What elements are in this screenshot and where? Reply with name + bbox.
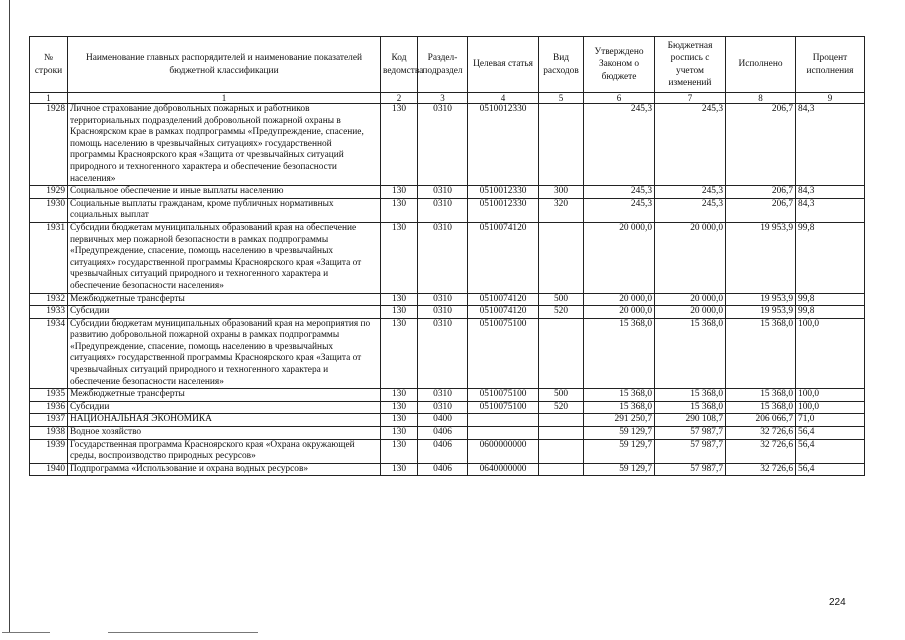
column-number: 8 xyxy=(726,93,796,104)
row-section: 0400 xyxy=(418,414,468,427)
row-name: Социальные выплаты гражданам, кроме публичных нормативных социальных выплат xyxy=(68,198,381,222)
row-executed: 15 368,0 xyxy=(726,389,796,402)
row-percent: 100,0 xyxy=(796,318,865,389)
row-budget-list: 15 368,0 xyxy=(655,318,726,389)
row-budget-list: 57 987,7 xyxy=(655,463,726,476)
row-name: Межбюджетные трансферты xyxy=(68,389,381,402)
row-section: 0310 xyxy=(418,306,468,319)
row-approved: 20 000,0 xyxy=(584,306,655,319)
row-department-code: 130 xyxy=(381,439,418,463)
column-number: 1 xyxy=(30,93,68,104)
row-expense-type: 520 xyxy=(539,306,584,319)
row-budget-list: 20 000,0 xyxy=(655,293,726,306)
row-section: 0406 xyxy=(418,463,468,476)
table-body xyxy=(30,104,865,476)
row-name: Социальное обеспечение и иные выплаты населению xyxy=(68,186,381,199)
row-name: Субсидии бюджетам муниципальных образований края на обеспечение первичных мер пожарной безопасности в рамках подпрограммы «Предупреждение, спасение, помощь населению в чрезвычайных ситуациях» государственной программы Красноярского края «Защита от чрезвычайных ситуаций природного и техногенного характера и обеспечение безопасности населения» xyxy=(68,222,381,293)
row-name: Личное страхование добровольных пожарных и работников территориальных подразделений добровольной пожарной охраны в Красноярском крае в рамках подпрограммы «Предупреждение, спасение, помощь населению в чрезвычайных ситуациях» государственной программы Красноярского края «Защита от чрезвычайных ситуаций природного и техногенного характера и обеспечение безопасности населения» xyxy=(68,104,381,186)
header-row xyxy=(30,37,865,93)
row-department-code: 130 xyxy=(381,389,418,402)
header-budget-list: Бюджетная роспись с учетом изменений xyxy=(655,37,726,93)
scan-artifact-line xyxy=(2,632,50,633)
row-percent: 100,0 xyxy=(796,401,865,414)
row-department-code: 130 xyxy=(381,198,418,222)
row-percent: 100,0 xyxy=(796,389,865,402)
row-executed: 19 953,9 xyxy=(726,222,796,293)
row-name: НАЦИОНАЛЬНАЯ ЭКОНОМИКА xyxy=(68,414,381,427)
table-row xyxy=(30,463,865,476)
column-number: 9 xyxy=(796,93,865,104)
row-target-article: 0510012330 xyxy=(468,198,539,222)
row-name: Государственная программа Красноярского края «Охрана окружающей среды, воспроизводство природных ресурсов» xyxy=(68,439,381,463)
row-department-code: 130 xyxy=(381,293,418,306)
row-section: 0310 xyxy=(418,186,468,199)
scan-artifact-line xyxy=(108,632,258,633)
row-executed: 206,7 xyxy=(726,104,796,186)
row-expense-type xyxy=(539,439,584,463)
row-department-code: 130 xyxy=(381,414,418,427)
budget-table xyxy=(29,36,865,476)
row-name: Субсидии xyxy=(68,306,381,319)
row-percent: 99,8 xyxy=(796,222,865,293)
header-section: Раздел-подраздел xyxy=(418,37,468,93)
column-number: 2 xyxy=(381,93,418,104)
row-number: 1938 xyxy=(30,427,68,440)
row-name: Субсидии бюджетам муниципальных образований края на мероприятия по развитию добровольной пожарной охраны в рамках подпрограммы «Предупреждение, спасение, помощь населению в чрезвычайных ситуациях» государственной программы Красноярского края «Защита от чрезвычайных ситуаций природного и техногенного характера и обеспечение безопасности населения» xyxy=(68,318,381,389)
row-approved: 15 368,0 xyxy=(584,401,655,414)
header-department-code: Код ведомства xyxy=(381,37,418,93)
row-budget-list: 245,3 xyxy=(655,198,726,222)
row-executed: 206 066,7 xyxy=(726,414,796,427)
row-approved: 59 129,7 xyxy=(584,463,655,476)
row-executed: 15 368,0 xyxy=(726,318,796,389)
row-percent: 84,3 xyxy=(796,186,865,199)
row-expense-type: 500 xyxy=(539,293,584,306)
row-expense-type: 300 xyxy=(539,186,584,199)
row-section: 0310 xyxy=(418,293,468,306)
row-expense-type xyxy=(539,414,584,427)
row-budget-list: 20 000,0 xyxy=(655,306,726,319)
column-number: 3 xyxy=(418,93,468,104)
header-row-number: № строки xyxy=(30,37,68,93)
row-budget-list: 15 368,0 xyxy=(655,389,726,402)
row-approved: 59 129,7 xyxy=(584,427,655,440)
row-number: 1940 xyxy=(30,463,68,476)
row-approved: 245,3 xyxy=(584,104,655,186)
table-row xyxy=(30,222,865,293)
row-budget-list: 245,3 xyxy=(655,104,726,186)
row-expense-type: 500 xyxy=(539,389,584,402)
table-row xyxy=(30,414,865,427)
row-approved: 245,3 xyxy=(584,186,655,199)
row-name: Водное хозяйство xyxy=(68,427,381,440)
row-approved: 245,3 xyxy=(584,198,655,222)
row-number: 1930 xyxy=(30,198,68,222)
row-target-article: 0600000000 xyxy=(468,439,539,463)
table-row xyxy=(30,401,865,414)
row-expense-type: 320 xyxy=(539,198,584,222)
row-approved: 59 129,7 xyxy=(584,439,655,463)
header-executed: Исполнено xyxy=(726,37,796,93)
row-approved: 291 250,7 xyxy=(584,414,655,427)
row-budget-list: 20 000,0 xyxy=(655,222,726,293)
row-target-article xyxy=(468,427,539,440)
table-row xyxy=(30,198,865,222)
row-budget-list: 57 987,7 xyxy=(655,439,726,463)
row-percent: 99,8 xyxy=(796,306,865,319)
row-department-code: 130 xyxy=(381,222,418,293)
row-executed: 19 953,9 xyxy=(726,293,796,306)
header-approved: Утверждено Законом о бюджете xyxy=(584,37,655,93)
row-percent: 71,0 xyxy=(796,414,865,427)
column-number: 1 xyxy=(68,93,381,104)
row-budget-list: 245,3 xyxy=(655,186,726,199)
row-number: 1932 xyxy=(30,293,68,306)
row-department-code: 130 xyxy=(381,104,418,186)
row-department-code: 130 xyxy=(381,463,418,476)
row-department-code: 130 xyxy=(381,186,418,199)
column-number: 7 xyxy=(655,93,726,104)
row-expense-type xyxy=(539,222,584,293)
row-target-article: 0510074120 xyxy=(468,222,539,293)
row-percent: 56,4 xyxy=(796,463,865,476)
row-expense-type xyxy=(539,104,584,186)
row-department-code: 130 xyxy=(381,318,418,389)
row-executed: 32 726,6 xyxy=(726,463,796,476)
row-number: 1939 xyxy=(30,439,68,463)
row-section: 0310 xyxy=(418,389,468,402)
row-percent: 56,4 xyxy=(796,427,865,440)
row-section: 0310 xyxy=(418,401,468,414)
column-number: 4 xyxy=(468,93,539,104)
page-edge-line xyxy=(9,0,10,632)
table-row xyxy=(30,439,865,463)
row-approved: 15 368,0 xyxy=(584,389,655,402)
row-percent: 84,3 xyxy=(796,198,865,222)
row-expense-type xyxy=(539,318,584,389)
row-executed: 32 726,6 xyxy=(726,427,796,440)
row-target-article: 0510075100 xyxy=(468,389,539,402)
row-section: 0406 xyxy=(418,439,468,463)
page-number: 224 xyxy=(829,597,846,608)
row-number: 1929 xyxy=(30,186,68,199)
row-target-article: 0510012330 xyxy=(468,186,539,199)
table-row xyxy=(30,306,865,319)
row-expense-type xyxy=(539,427,584,440)
row-target-article xyxy=(468,414,539,427)
column-number: 5 xyxy=(539,93,584,104)
header-target-article: Целевая статья xyxy=(468,37,539,93)
row-executed: 206,7 xyxy=(726,186,796,199)
header-percent: Процент исполнения xyxy=(796,37,865,93)
row-approved: 20 000,0 xyxy=(584,222,655,293)
header-name: Наименование главных распорядителей и наименование показателей бюджетной классификации xyxy=(68,37,381,93)
row-target-article: 0510074120 xyxy=(468,306,539,319)
row-number: 1936 xyxy=(30,401,68,414)
row-percent: 84,3 xyxy=(796,104,865,186)
row-target-article: 0510075100 xyxy=(468,401,539,414)
row-expense-type: 520 xyxy=(539,401,584,414)
row-section: 0310 xyxy=(418,104,468,186)
row-number: 1937 xyxy=(30,414,68,427)
row-number: 1935 xyxy=(30,389,68,402)
row-number: 1931 xyxy=(30,222,68,293)
row-percent: 99,8 xyxy=(796,293,865,306)
row-approved: 20 000,0 xyxy=(584,293,655,306)
row-target-article: 0510074120 xyxy=(468,293,539,306)
row-section: 0310 xyxy=(418,222,468,293)
row-expense-type xyxy=(539,463,584,476)
row-approved: 15 368,0 xyxy=(584,318,655,389)
table-row xyxy=(30,427,865,440)
column-number-row xyxy=(30,93,865,104)
row-number: 1928 xyxy=(30,104,68,186)
row-percent: 56,4 xyxy=(796,439,865,463)
row-executed: 15 368,0 xyxy=(726,401,796,414)
row-executed: 32 726,6 xyxy=(726,439,796,463)
table-row xyxy=(30,104,865,186)
row-section: 0310 xyxy=(418,318,468,389)
table-row xyxy=(30,186,865,199)
row-department-code: 130 xyxy=(381,427,418,440)
row-budget-list: 15 368,0 xyxy=(655,401,726,414)
table-row xyxy=(30,318,865,389)
row-target-article: 0510075100 xyxy=(468,318,539,389)
row-department-code: 130 xyxy=(381,401,418,414)
row-name: Подпрограмма «Использование и охрана водных ресурсов» xyxy=(68,463,381,476)
row-executed: 206,7 xyxy=(726,198,796,222)
row-budget-list: 57 987,7 xyxy=(655,427,726,440)
row-section: 0406 xyxy=(418,427,468,440)
row-section: 0310 xyxy=(418,198,468,222)
row-target-article: 0510012330 xyxy=(468,104,539,186)
table-row xyxy=(30,293,865,306)
row-number: 1933 xyxy=(30,306,68,319)
column-number: 6 xyxy=(584,93,655,104)
row-budget-list: 290 108,7 xyxy=(655,414,726,427)
row-name: Межбюджетные трансферты xyxy=(68,293,381,306)
row-target-article: 0640000000 xyxy=(468,463,539,476)
row-number: 1934 xyxy=(30,318,68,389)
row-executed: 19 953,9 xyxy=(726,306,796,319)
row-department-code: 130 xyxy=(381,306,418,319)
table-row xyxy=(30,389,865,402)
row-name: Субсидии xyxy=(68,401,381,414)
header-expense-type: Вид расходов xyxy=(539,37,584,93)
